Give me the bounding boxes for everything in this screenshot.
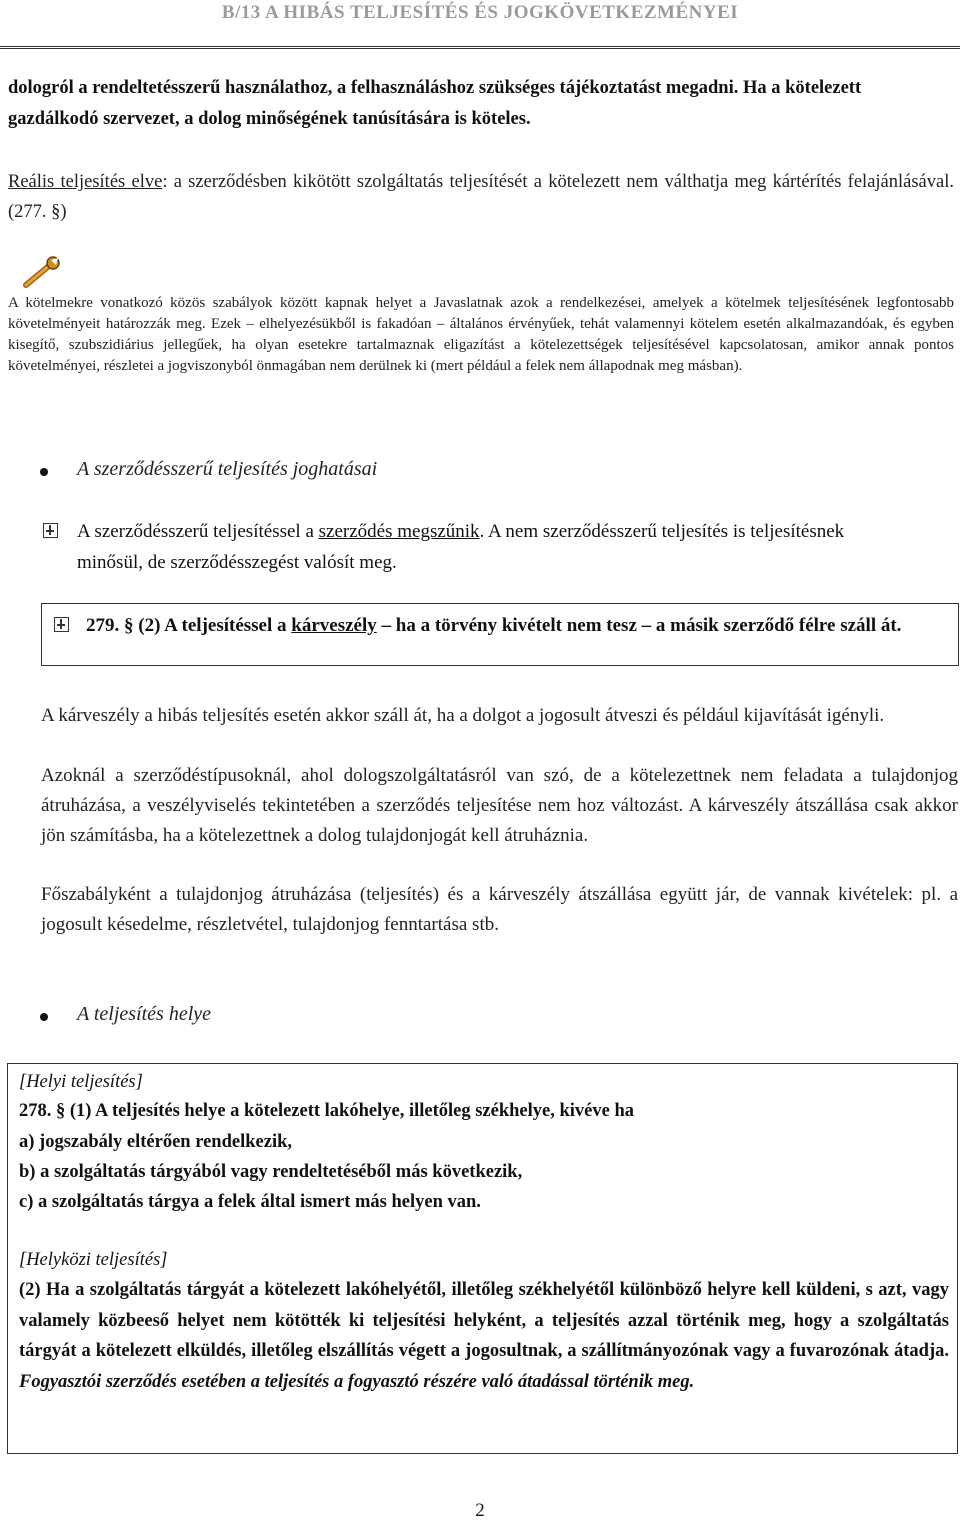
law-book-icon [54, 617, 69, 632]
header-rule [0, 46, 960, 49]
label-helyi: [Helyi teljesítés] [19, 1072, 143, 1092]
page-header: B/13 A HIBÁS TELJESÍTÉS ÉS JOGKÖVETKEZMÉNYEI [221, 2, 739, 23]
law-box-278 [7, 1063, 958, 1454]
section-heading-joghatasai: A szerződésszerű teljesítés joghatásai [77, 458, 378, 480]
realis-term: Reális teljesítés elve [8, 172, 163, 192]
joghatas-text-a: A szerződésszerű teljesítéssel a [77, 521, 319, 542]
law-book-icon [43, 523, 58, 538]
joghatas-paragraph [77, 516, 877, 578]
realis-text: : a szerződésben kikötött szolgáltatás teljesítését a kötelezett nem válthatja meg kártérítés felajánlásával. (277. §) [8, 172, 954, 222]
intro-paragraph: dologról a rendeltetésszerű használathoz, a felhasználáshoz szükséges tájékoztatást megadni. Ha a kötelezett gazdálkodó szervezet, a dolog minőségének tanúsítására is köteles. [8, 78, 862, 129]
law-278-p2-bold: (2) Ha a szolgáltatás tárgyát a kötelezett lakóhelyétől, illetőleg székhelyétől különböző helyre kell küldeni, s azt, vagy valamely közbeeső helyet nem kötötték ki teljesítési helyként, a teljesítés azzal történik meg, hogy a szolgáltatás tárgyát a kötelezett elküldés, illetőleg elszállítás végett a jogosultnak, a szállítmányozónak vagy a fuvarozónak átadja. [19, 1280, 949, 1361]
law-278-paragraph-2 [19, 1275, 949, 1397]
note-paragraph: A kötelmekre vonatkozó közös szabályok között kapnak helyet a Javaslatnak azok a rendelkezései, amelyek a kötelmek teljesítésének legfontosabb követelményeit határozzák meg. Ezek – elhelyezésükből is fakadóan – általános érvényűek, tehát valamennyi kötelem esetén alkalmazandóak, és egyben kisegítő, szubszidiárius jellegűek, ha olyan esetekre tartalmaznak eligazítást a kötelezettségek teljesítésével kapcsolatosan, amikor annak pontos követelményei, részletei a jogviszonyból önmagában nem derülnek ki (mert például a felek nem állapodnak meg másban). [8, 295, 954, 374]
page-number: 2 [475, 1500, 485, 1521]
section-heading-helye: A teljesítés helye [77, 1003, 212, 1025]
box-underline: kárveszély [291, 615, 377, 636]
law-box-279-text [86, 610, 952, 641]
bullet-dot [40, 1013, 48, 1021]
law-box-279 [41, 603, 959, 666]
karveszely-paragraph-1: A kárveszély a hibás teljesítés esetén akkor száll át, ha a dolgot a jogosult átveszi és például kijavítását igényli. [41, 705, 885, 726]
law-278-line-1: 278. § (1) A teljesítés helye a kötelezett lakóhelye, illetőleg székhelye, kivéve ha [19, 1101, 634, 1121]
label-helykozi: [Helyközi teljesítés] [19, 1250, 168, 1270]
law-278-line-c: c) a szolgáltatás tárgya a felek által ismert más helyen van. [19, 1192, 481, 1212]
box-text-a: 279. § (2) A teljesítéssel a [86, 615, 292, 636]
box-text-b: – ha a törvény kivételt nem tesz – a másik szerződő félre száll át. [376, 615, 902, 636]
karveszely-paragraph-3: Főszabályként a tulajdonjog átruházása (teljesítés) és a kárveszély átszállása együtt jár, de vannak kivételek: pl. a jogosult késedelme, részletvétel, tulajdonjog fenntartása stb. [41, 884, 958, 935]
joghatas-underline: szerződés megszűnik [318, 521, 480, 542]
law-278-line-b: b) a szolgáltatás tárgyából vagy rendeltetéséből más következik, [19, 1162, 523, 1182]
wrench-icon [20, 255, 62, 291]
karveszely-paragraph-2: Azoknál a szerződéstípusoknál, ahol dologszolgáltatásról van szó, de a kötelezettnek nem feladata a tulajdonjog átruházása, a veszélyviselés tekintetében a szerződés teljesítése nem hoz változást. A kárveszély átszállása csak akkor jön számításba, ha a kötelezettnek a dolog tulajdonjogát kell átruháznia. [41, 765, 958, 846]
law-278-line-a: a) jogszabály eltérően rendelkezik, [19, 1132, 293, 1152]
joghatas-text-b: . A nem szerződésszerű teljesítés is teljesítésnek minősül, de szerződésszegést valósít meg. [77, 521, 845, 573]
law-278-p2-italic: Fogyasztói szerződés esetében a teljesítés a fogyasztó részére való átadással történik meg. [19, 1371, 695, 1392]
realis-paragraph [8, 167, 954, 227]
bullet-dot [40, 468, 48, 476]
